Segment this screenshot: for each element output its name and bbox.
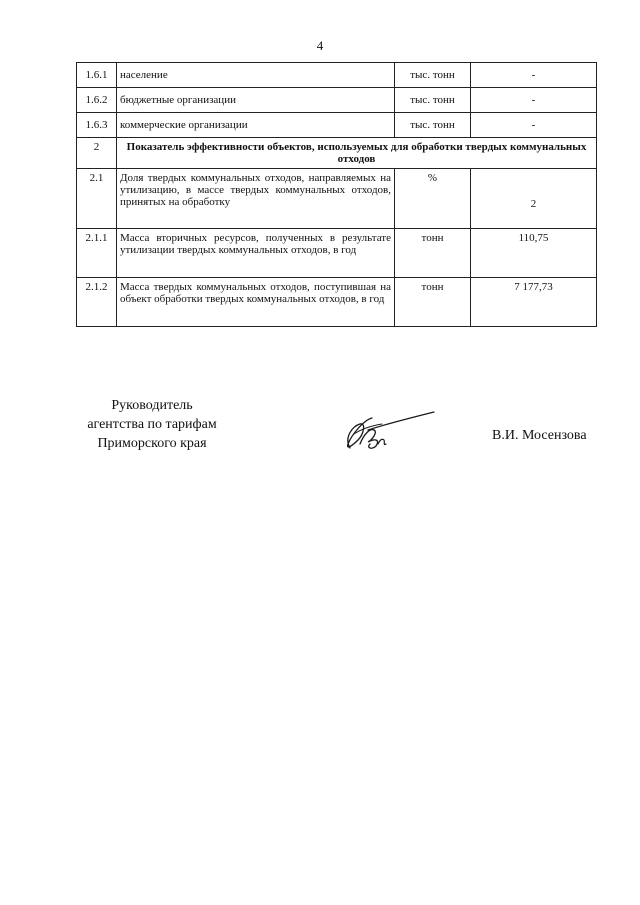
row-number: 1.6.2: [77, 88, 117, 113]
position-line: Руководитель: [111, 398, 193, 413]
signatory-position: [72, 396, 232, 453]
table-row: [77, 278, 597, 327]
handwritten-signature: [330, 404, 440, 460]
table-row: [77, 113, 597, 138]
row-name: Масса вторичных ресурсов, полученных в результате утилизации твердых коммунальных отходов, в год: [117, 229, 395, 278]
section-header-row: [77, 138, 597, 169]
position-line: агентства по тарифам: [87, 417, 217, 432]
row-value: -: [471, 63, 597, 88]
section-number: 2: [77, 138, 117, 169]
table-row: [77, 169, 597, 229]
row-value: -: [471, 88, 597, 113]
table-row: [77, 63, 597, 88]
row-unit: тыс. тонн: [395, 113, 471, 138]
row-unit: %: [395, 169, 471, 229]
section-title: Показатель эффективности объектов, используемых для обработки твердых коммунальных отходов: [117, 138, 597, 169]
row-number: 1.6.1: [77, 63, 117, 88]
row-name: Доля твердых коммунальных отходов, направляемых на утилизацию, в массе твердых коммунальных отходов, принятых на обработку: [117, 169, 395, 229]
row-name: население: [117, 63, 395, 88]
row-number: 2.1: [77, 169, 117, 229]
row-value: 7 177,73: [471, 278, 597, 327]
row-unit: тыс. тонн: [395, 63, 471, 88]
row-value: 110,75: [471, 229, 597, 278]
position-line: Приморского края: [97, 436, 207, 451]
row-number: 2.1.1: [77, 229, 117, 278]
table-row: [77, 88, 597, 113]
row-name: коммерческие организации: [117, 113, 395, 138]
row-name: бюджетные организации: [117, 88, 395, 113]
row-unit: тонн: [395, 229, 471, 278]
indicators-table: [76, 62, 597, 327]
row-value: 2: [471, 169, 597, 229]
table-row: [77, 229, 597, 278]
signatory-name: В.И. Мосензова: [492, 428, 587, 443]
row-unit: тыс. тонн: [395, 88, 471, 113]
row-unit: тонн: [395, 278, 471, 327]
row-name: Масса твердых коммунальных отходов, поступившая на объект обработки твердых коммунальных отходов, в год: [117, 278, 395, 327]
row-number: 2.1.2: [77, 278, 117, 327]
page-number: 4: [316, 38, 324, 53]
row-value: -: [471, 113, 597, 138]
row-number: 1.6.3: [77, 113, 117, 138]
